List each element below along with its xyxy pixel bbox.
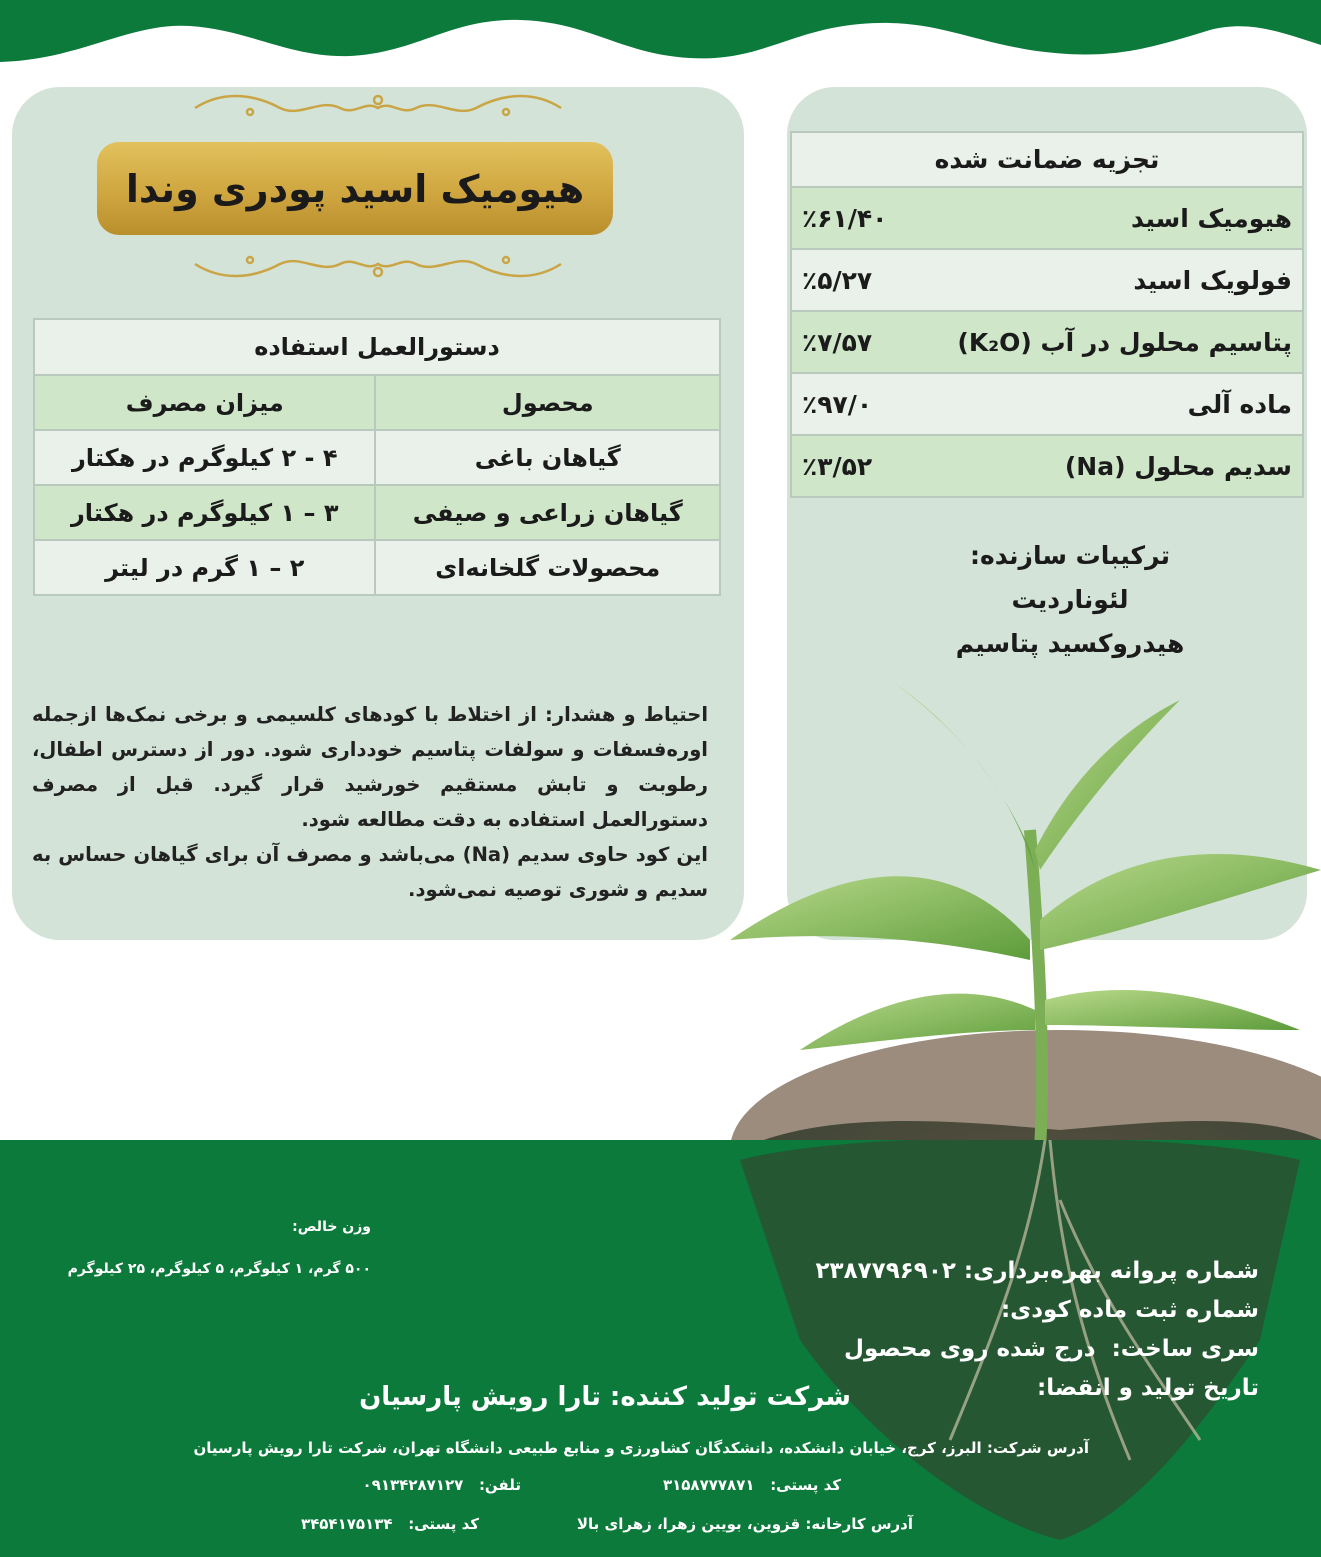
batch-row [844,1336,1259,1362]
ornament-bottom [190,246,566,282]
table-row [34,430,720,485]
warning-text [32,697,708,907]
table-row [791,187,1303,249]
table-row [34,485,720,540]
analysis-value: ٪۹۷/۰ [791,373,922,435]
composition-heading: ترکیبات سازنده: [969,541,1171,570]
postal-code: ۳۴۵۴۱۷۵۱۳۴ [300,1515,393,1533]
phone-label: تلفن: [478,1476,521,1494]
analysis-value: ٪۷/۵۷ [791,311,922,373]
product-title: هیومیک اسید پودری وندا [125,166,585,211]
usage-crop: محصولات گلخانه‌ای [375,540,720,595]
production-date-label: تاریخ تولید و انقضا: [1037,1375,1259,1401]
batch-value: درج شده روی محصول [843,1336,1096,1362]
postal-label: کد پستی: [770,1476,841,1494]
sodium-note: این کود حاوی سدیم (Na) می‌باشد و مصرف آن برای گیاهان حساس به سدیم و شوری توصیه نمی‌شود. [32,843,708,901]
composition-item: لئوناردیت [1011,585,1129,614]
table-row [34,540,720,595]
license-number: ۲۳۸۷۷۹۶۹۰۲ [815,1258,956,1284]
company-address: آدرس شرکت: البرز، کرج، خیابان دانشکده، دانشکدگان کشاورزی و منابع طبیعی دانشگاه تهران، شرکت تارا رویش پارسیان [193,1439,1089,1457]
analysis-value: ٪۳/۵۲ [791,435,922,497]
analysis-name: هیومیک اسید [922,187,1303,249]
warning-paragraph: احتیاط و هشدار: از اختلاط با کودهای کلسیمی و برخی نمک‌ها ازجمله اوره‌فسفات و سولفات پتاسیم خودداری شود. دور از دسترس اطفال، رطوبت و تابش مستقیم خورشید قرار گیرد. قبل از مصرف دستورالعمل استفاده به دقت مطالعه شود. [32,703,708,831]
factory-address: آدرس کارخانه: قزوین، بویین زهرا، زهرای بالا [576,1515,913,1533]
registration-label: شماره ثبت ماده کودی: [1000,1297,1259,1323]
analysis-name: ماده آلی [922,373,1303,435]
net-weight-label: وزن خالص: [292,1219,371,1235]
analysis-name: فولویک اسید [922,249,1303,311]
composition-item: هیدروکسید پتاسیم [955,629,1185,658]
net-weight-values: ۵۰۰ گرم، ۱ کیلوگرم، ۵ کیلوگرم، ۲۵ کیلوگرم [67,1261,371,1277]
table-row [791,373,1303,435]
postal-code-row-1 [663,1476,841,1494]
postal-label: کد پستی: [408,1515,479,1533]
analysis-name: سدیم محلول (Na) [922,435,1303,497]
license-label: شماره پروانه بهره‌برداری: [963,1258,1259,1284]
usage-table-caption: دستورالعمل استفاده [34,319,720,375]
usage-dose: ۴ - ۲ کیلوگرم در هکتار [34,430,375,485]
postal-code: ۳۱۵۸۷۷۷۸۷۱ [662,1476,755,1494]
phone-number: ۰۹۱۳۴۲۸۷۱۲۷ [362,1476,464,1494]
usage-crop: گیاهان زراعی و صیفی [375,485,720,540]
usage-header-crop: محصول [375,375,720,430]
usage-header-dose: میزان مصرف [34,375,375,430]
license-row [816,1258,1259,1284]
producer-company: شرکت تولید کننده: تارا رویش پارسیان [359,1382,851,1412]
postal-code-row-2 [301,1515,479,1533]
usage-crop: گیاهان باغی [375,430,720,485]
batch-label: سری ساخت: [1111,1336,1259,1362]
table-row [791,311,1303,373]
composition [900,534,1240,666]
table-row [791,249,1303,311]
analysis-name: پتاسیم محلول در آب (K₂O) [922,311,1303,373]
analysis-caption: تجزیه ضمانت شده [791,132,1303,187]
top-wave-band [0,0,1321,80]
ornament-top [190,90,566,126]
guaranteed-analysis-table [790,131,1304,498]
analysis-value: ٪۵/۲۷ [791,249,922,311]
analysis-value: ٪۶۱/۴۰ [791,187,922,249]
product-title-box [97,142,613,235]
usage-table [33,318,721,596]
usage-dose: ۳ – ۱ کیلوگرم در هکتار [34,485,375,540]
usage-dose: ۲ – ۱ گرم در لیتر [34,540,375,595]
phone-row [363,1476,521,1494]
table-row [791,435,1303,497]
